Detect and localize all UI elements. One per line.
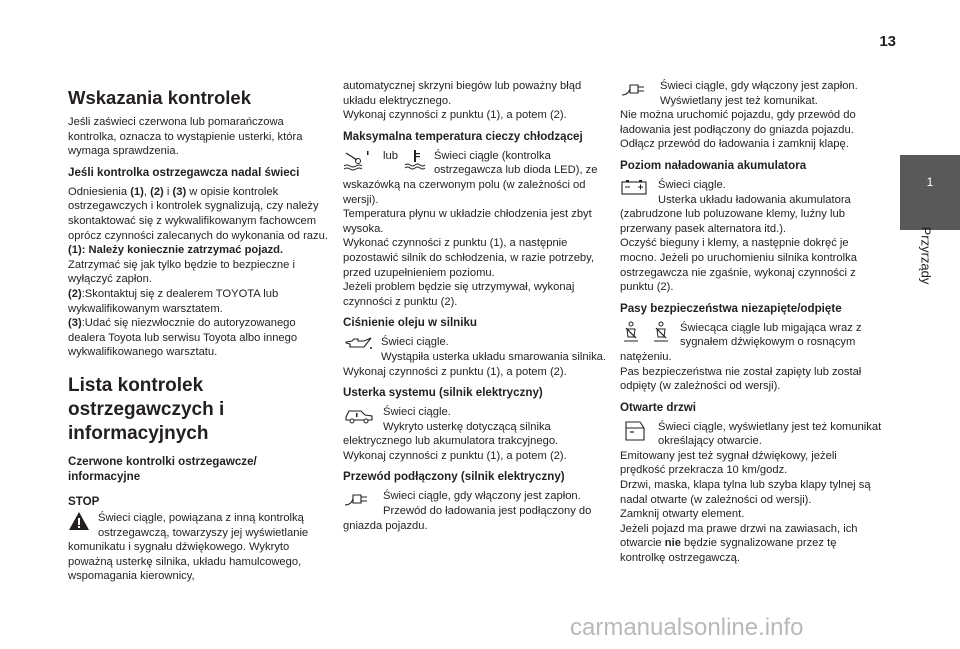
battery-charge-description: Świeci ciągle. Usterka układu ładowania akumulatora (zabrudzone lub poluzowane klemy, luźny lub przerwany pasek alternatora itd.). Oczyść bieguny i klemy, a następnie dokręć je mocno. Jeżeli po uruchomieniu silnika kontrolka ostrzegawcza nie zgaśnie, wykonaj czynności z punktu (2). bbox=[620, 178, 857, 294]
column-1 bbox=[68, 78, 330, 589]
side-tab-number: 1 bbox=[926, 175, 934, 189]
cable-message-description: Świeci ciągle, gdy włączony jest zapłon. Wyświetlany jest też komunikat. Nie można uruchomić pojazdu, gdy przewód do ładowania jest podłączony do gniazda pojazdu. Odłącz przewód do ładowania i zamknij klapę. bbox=[620, 80, 858, 151]
cable-connected-description: Świeci ciągle, gdy włączony jest zapłon. Przewód do ładowania jest podłączony do gniazda pojazdu. bbox=[343, 490, 592, 532]
charging-cable-message-icon bbox=[620, 79, 652, 99]
battery-icon bbox=[620, 178, 650, 196]
open-door-icon bbox=[620, 420, 650, 442]
rear-seat-belt-icon bbox=[650, 321, 672, 343]
electric-motor-fault-title: Usterka systemu (silnik elektryczny) bbox=[343, 386, 543, 400]
door-open-title: Otwarte drzwi bbox=[620, 400, 697, 414]
door-open-description: Świeci ciągle, wyświetlany jest też komunikat określający otwarcie. Emitowany jest też sygnał dźwiękowy, jeżeli prędkość przekracza 10 km/godz. Drzwi, maska, klapa tylna lub szyba klapy tylnej są nadal otwarte (w zależności od wersji). Zamknij otwarty element. Jeżeli pojazd ma prawe drzwi na zawiasach, ich otwarcie nie będzie sygnalizowane przez tę kontrolkę ostrzegawczą. bbox=[620, 420, 882, 565]
car-fault-icon bbox=[343, 405, 375, 425]
red-warnings-subhead: Czerwone kontrolki ostrzegawcze/ informacyjne bbox=[68, 454, 257, 483]
or-label: lub bbox=[383, 149, 398, 162]
coolant-temp-description: lub Świeci ciągle (kontrolka ostrzegawcza lub dioda LED), ze wskazówką na czerwonym polu (w zależności od wersji). Temperatura płynu w układzie chłodzenia jest zbyt wysoka. Wykonać czynności z punktu (1), a następnie pozostawić silnik do schłodzenia, w razie potrzeby, przed uzupełnieniem poziomu. Jeżeli problem będzie się utrzymywał, wykonaj czynności z punktu (2). bbox=[343, 149, 598, 308]
seat-belt-description: Świecąca ciągle lub migająca wraz z sygnałem dźwiękowym o rosnącym natężeniu. Pas bezpieczeństwa nie został zapięty lub został odpięty (w zależności od wersji). bbox=[620, 321, 862, 393]
battery-charge-title: Poziom naładowania akumulatora bbox=[620, 158, 807, 172]
coolant-temp-title: Maksymalna temperatura cieczy chłodzącej bbox=[343, 129, 583, 143]
seat-belt-title: Pasy bezpieczeństwa niezapięte/odpięte bbox=[620, 301, 842, 315]
intro-text: Jeśli zaświeci czerwona lub pomarańczowa kontrolka, oznacza to wystąpienie usterki, która wymaga sprawdzenia. bbox=[68, 116, 303, 158]
cable-connected-title: Przewód podłączony (silnik elektryczny) bbox=[343, 470, 565, 484]
section-title: Wskazania kontrolek bbox=[68, 87, 252, 108]
coolant-temperature-icon bbox=[343, 149, 375, 171]
watermark: carmanualsonline.info bbox=[570, 614, 804, 641]
list-title: Lista kontrolek ostrzegawczych i informacyjnych bbox=[68, 374, 225, 444]
stop-warning-icon bbox=[68, 511, 90, 531]
stop-continued: automatycznej skrzyni biegów lub poważny błąd układu elektrycznego. Wykonaj czynności z punktu (1), a potem (2). bbox=[343, 80, 582, 122]
stop-title: STOP bbox=[68, 494, 100, 508]
charging-cable-icon bbox=[343, 489, 375, 509]
coolant-temperature-alt-icon bbox=[404, 149, 426, 171]
column-3 bbox=[620, 79, 882, 571]
seat-belt-icon bbox=[620, 321, 642, 343]
column-2 bbox=[343, 79, 606, 538]
oil-can-icon bbox=[343, 335, 373, 353]
subhead-still-lit: Jeśli kontrolka ostrzegawcza nadal świeci bbox=[68, 165, 300, 179]
page-number: 13 bbox=[879, 33, 896, 50]
electric-motor-fault-description: Świeci ciągle. Wykryto usterkę dotyczącą silnika elektrycznego lub akumulatora trakcyjnego. Wykonaj czynności z punktu (1), a potem (2). bbox=[343, 406, 567, 462]
references-text: Odniesienia (1), (2) i (3) w opisie kontrolek ostrzegawczych i kontrolek sygnalizują, czy należy skontaktować się z wykwalifikowanym fachowcem oprócz czynności zalecanych do wykonania od razu. (1): Należy koniecznie zatrzymać pojazd. Zatrzymać się jak tylko będzie to bezpieczne i wyłączyć zapłon. (2):Skontaktuj się z dealerem TOYOTA lub wykwalifikowanym warsztatem. (3):Udać się niezwłocznie do autoryzowanego dealera Toyota lub serwisu Toyota albo innego wykwalifikowanego warsztatu. bbox=[68, 185, 328, 359]
side-tab-label: Przyrządy bbox=[918, 226, 934, 284]
stop-description: Świeci ciągle, powiązana z inną kontrolką ostrzegawczą, towarzyszy jej wyświetlanie komunikatu i sygnału dźwiękowego. Wykryto poważną usterkę silnika, układu hamulcowego, wspomagania kierownicy, bbox=[68, 511, 309, 583]
oil-pressure-title: Ciśnienie oleju w silniku bbox=[343, 316, 478, 330]
oil-pressure-description: Świeci ciągle. Wystąpiła usterka układu smarowania silnika. Wykonaj czynności z punktu (1), a potem (2). bbox=[343, 336, 606, 378]
